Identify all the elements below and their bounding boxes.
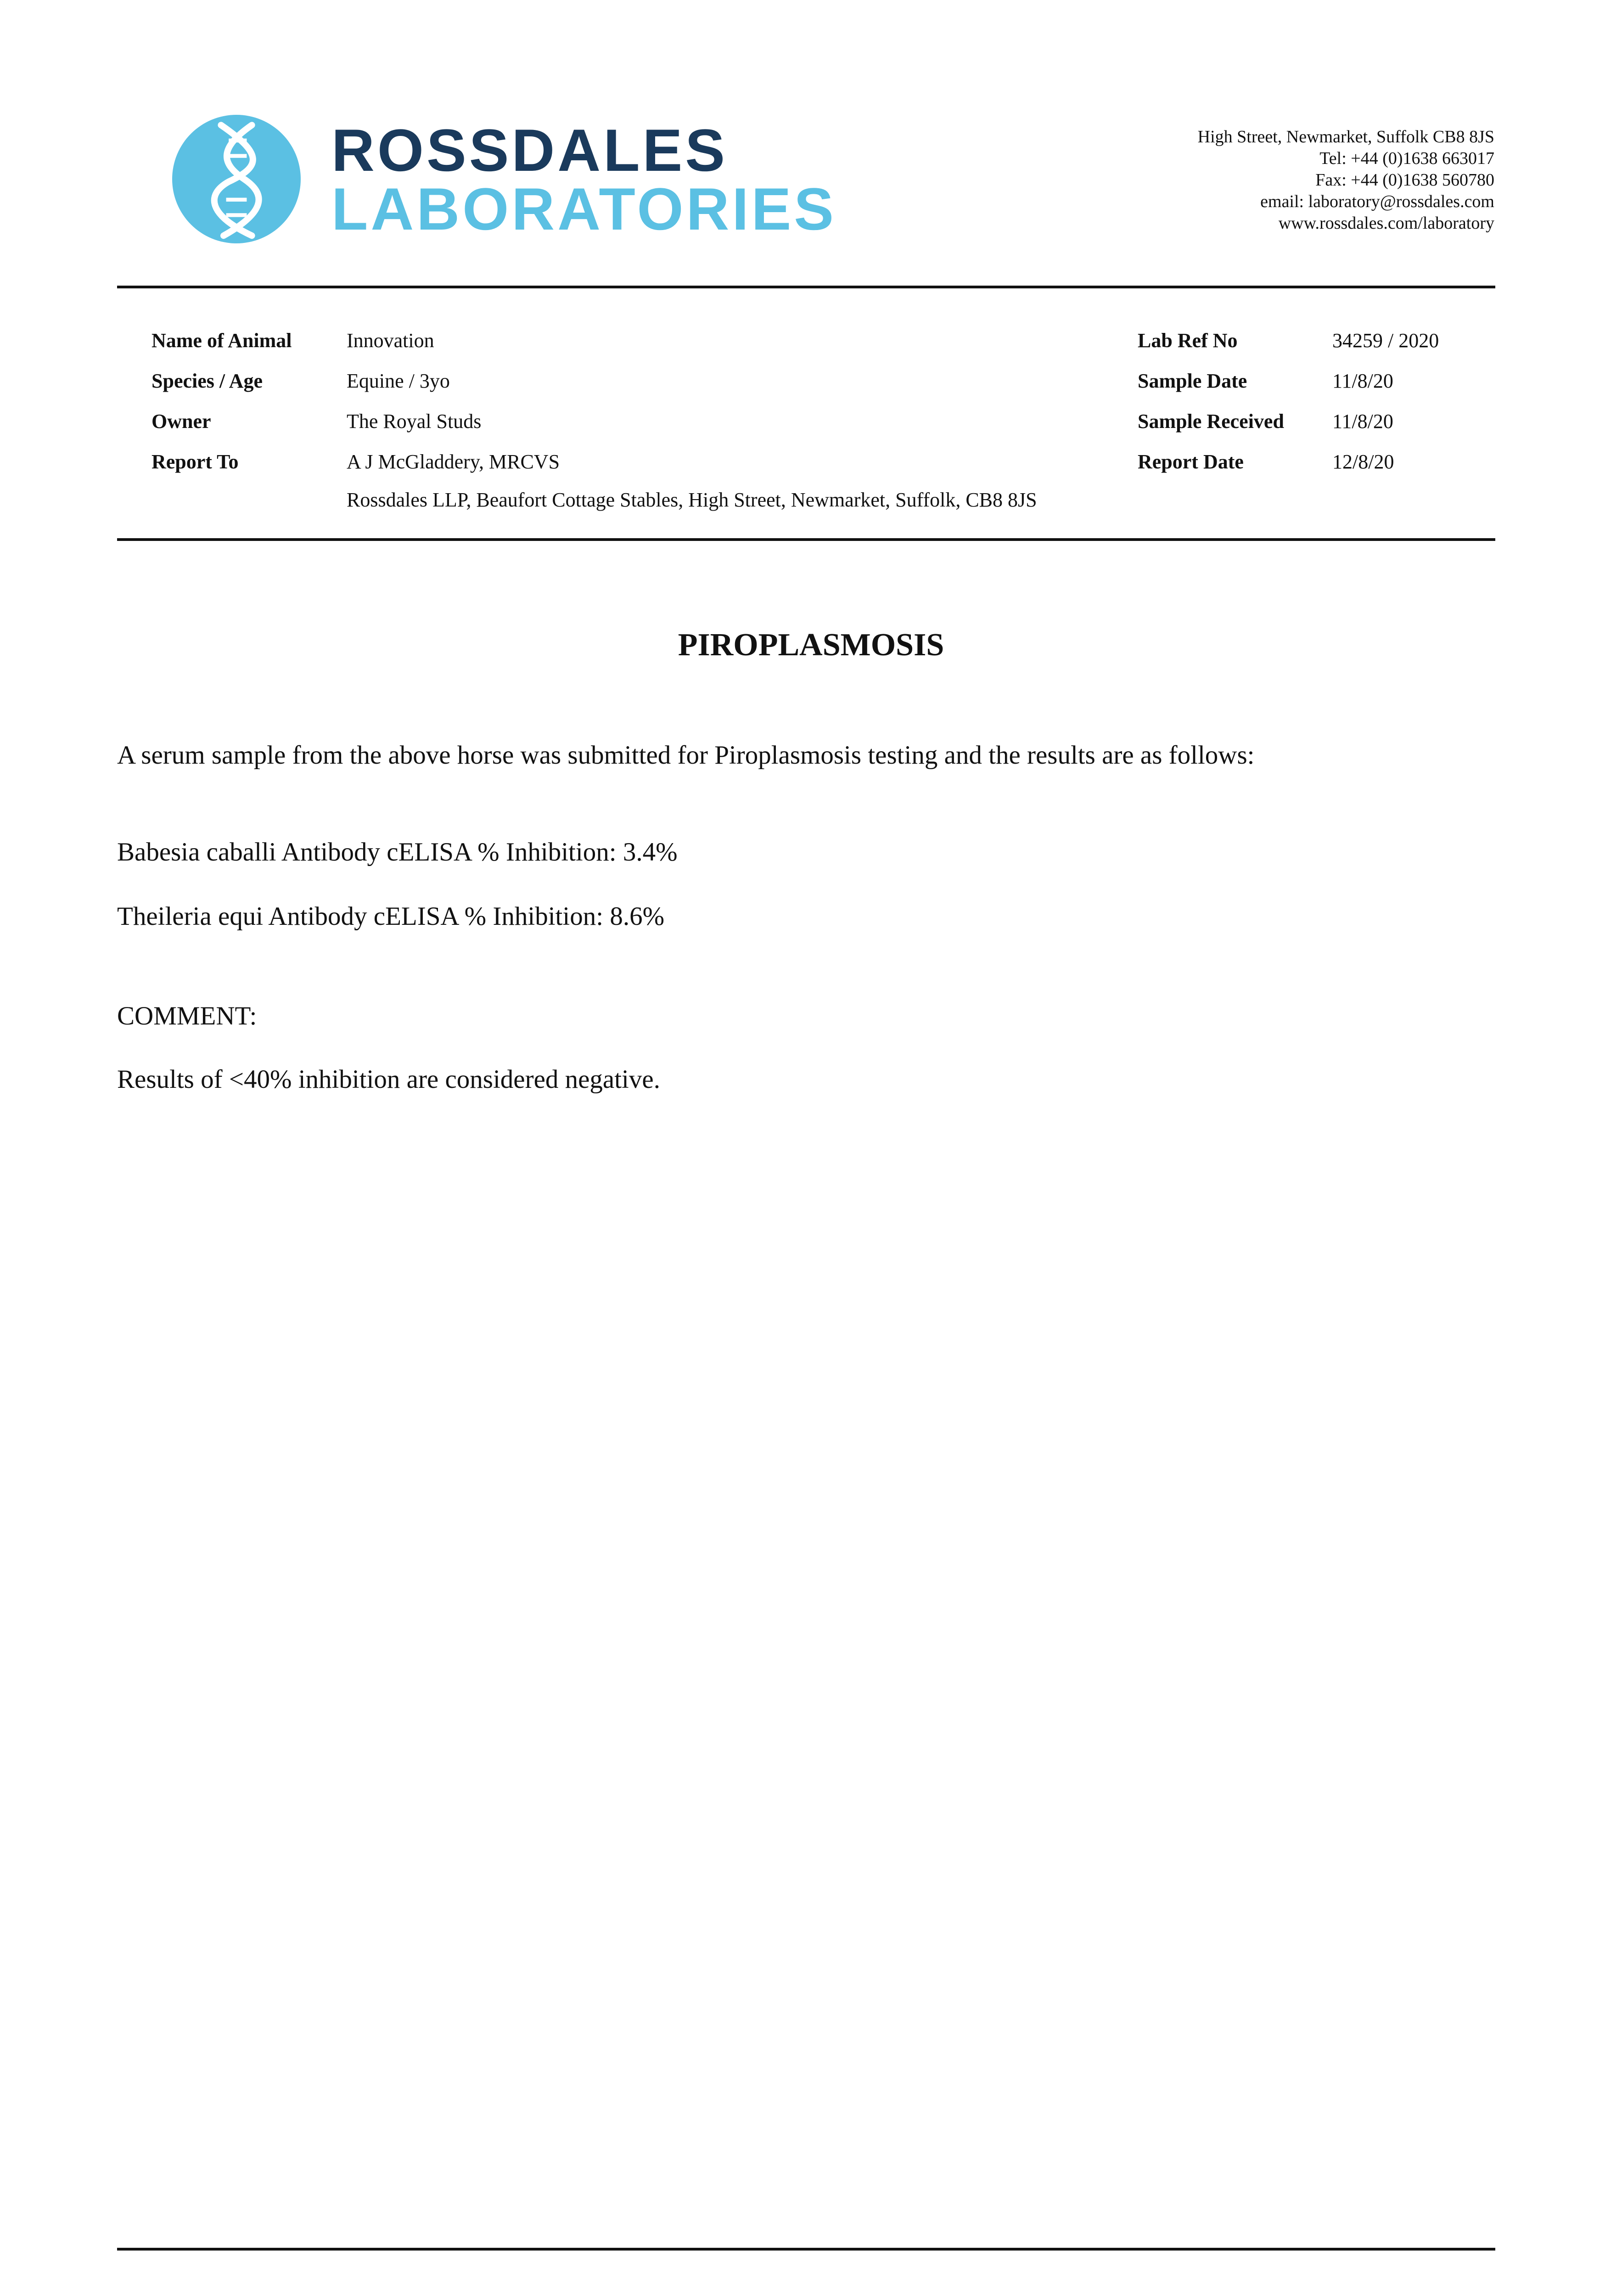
label-owner: Owner xyxy=(152,410,211,433)
logo-wordmark-bottom: LABORATORIES xyxy=(331,175,837,242)
contact-website: www.rossdales.com/laboratory xyxy=(1278,214,1494,233)
value-report-to-address: Rossdales LLP, Beaufort Cottage Stables, High Street, Newmarket, Suffolk, CB8 8JS xyxy=(347,489,1037,511)
comment-heading: COMMENT: xyxy=(117,1002,257,1030)
contact-email: email: laboratory@rossdales.com xyxy=(1260,192,1494,211)
report-title: PIROPLASMOSIS xyxy=(678,627,944,663)
value-lab-ref-no: 34259 / 2020 xyxy=(1332,329,1439,352)
result-theileria: Theileria equi Antibody cELISA % Inhibition: 8.6% xyxy=(117,902,665,931)
label-species-age: Species / Age xyxy=(152,370,263,392)
label-name-of-animal: Name of Animal xyxy=(152,329,292,352)
divider-bottom xyxy=(117,2248,1495,2251)
value-name-of-animal: Innovation xyxy=(347,329,434,352)
value-sample-date: 11/8/20 xyxy=(1332,370,1393,392)
contact-fax: Fax: +44 (0)1638 560780 xyxy=(1315,170,1494,190)
label-report-to: Report To xyxy=(152,450,239,473)
label-report-date: Report Date xyxy=(1138,450,1244,473)
value-report-to: A J McGladdery, MRCVS xyxy=(347,450,560,473)
contact-tel: Tel: +44 (0)1638 663017 xyxy=(1319,149,1494,168)
value-species-age: Equine / 3yo xyxy=(347,370,450,392)
result-babesia: Babesia caballi Antibody cELISA % Inhibition: 3.4% xyxy=(117,838,678,867)
value-owner: The Royal Studs xyxy=(347,410,482,433)
divider-top xyxy=(117,286,1495,288)
value-sample-received: 11/8/20 xyxy=(1332,410,1393,433)
logo-wordmark-top: ROSSDALES xyxy=(331,117,728,184)
contact-block xyxy=(1198,126,1494,234)
dna-helix-icon xyxy=(172,115,301,243)
label-sample-received: Sample Received xyxy=(1138,410,1284,433)
label-lab-ref-no: Lab Ref No xyxy=(1138,329,1238,352)
divider-middle xyxy=(117,538,1495,541)
contact-address: High Street, Newmarket, Suffolk CB8 8JS xyxy=(1197,127,1494,146)
comment-text: Results of <40% inhibition are considered negative. xyxy=(117,1065,660,1094)
label-sample-date: Sample Date xyxy=(1138,370,1247,392)
value-report-date: 12/8/20 xyxy=(1332,450,1394,473)
report-intro: A serum sample from the above horse was submitted for Piroplasmosis testing and the results are as follows: xyxy=(117,741,1255,770)
